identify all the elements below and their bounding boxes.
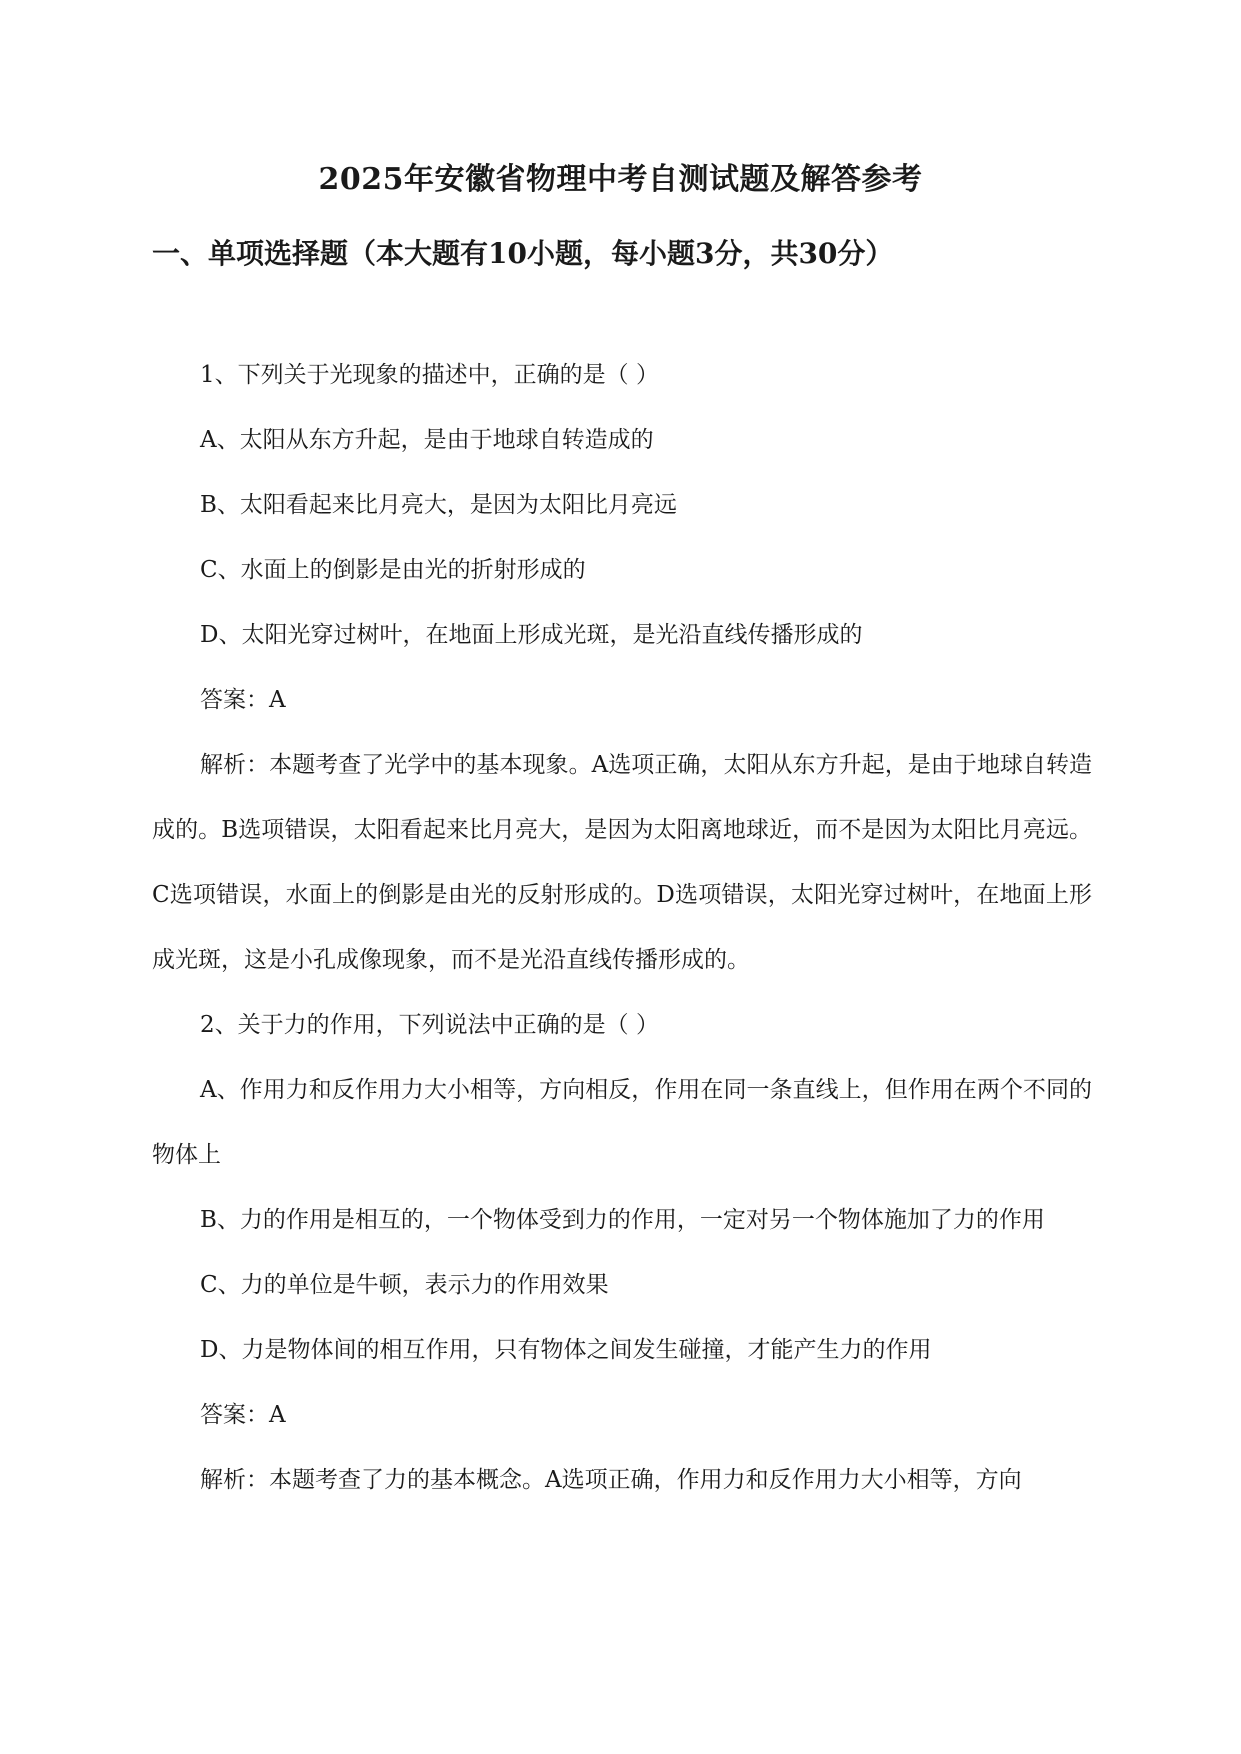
question-1 <box>152 343 1092 993</box>
option-d: D、力是物体间的相互作用，只有物体之间发生碰撞，才能产生力的作用 <box>200 1337 932 1363</box>
analysis: 解析：本题考查了光学中的基本现象。A选项正确，太阳从东方升起，是由于地球自转造成的。B选项错误，太阳看起来比月亮大，是因为太阳离地球近，而不是因为太阳比月亮远。C选项错误，水面上的倒影是由光的反射形成的。D选项错误，太阳光穿过树叶，在地面上形成光斑，这是小孔成像现象，而不是光沿直线传播形成的。 <box>152 752 1092 973</box>
option-c: C、力的单位是牛顿，表示力的作用效果 <box>200 1272 609 1298</box>
questions-content <box>152 343 1092 1513</box>
section-heading: 一、单项选择题（本大题有10小题，每小题3分，共30分） <box>152 237 894 270</box>
analysis: 解析：本题考查了力的基本概念。A选项正确，作用力和反作用力大小相等，方向 <box>200 1467 1022 1493</box>
document-title: 2025年安徽省物理中考自测试题及解答参考 <box>318 162 923 197</box>
question-stem: 2、关于力的作用，下列说法中正确的是（ ） <box>200 1012 659 1038</box>
question-2 <box>152 993 1092 1513</box>
question-stem: 1、下列关于光现象的描述中，正确的是（ ） <box>200 362 659 388</box>
option-b: B、力的作用是相互的，一个物体受到力的作用，一定对另一个物体施加了力的作用 <box>200 1207 1045 1233</box>
option-c: C、水面上的倒影是由光的折射形成的 <box>200 557 586 583</box>
answer: 答案：A <box>200 687 286 713</box>
option-b: B、太阳看起来比月亮大，是因为太阳比月亮远 <box>200 492 677 518</box>
option-a: A、作用力和反作用力大小相等，方向相反，作用在同一条直线上，但作用在两个不同的物体上 <box>152 1077 1092 1168</box>
option-d: D、太阳光穿过树叶，在地面上形成光斑，是光沿直线传播形成的 <box>200 622 863 648</box>
answer: 答案：A <box>200 1402 286 1428</box>
option-a: A、太阳从东方升起，是由于地球自转造成的 <box>200 427 654 453</box>
